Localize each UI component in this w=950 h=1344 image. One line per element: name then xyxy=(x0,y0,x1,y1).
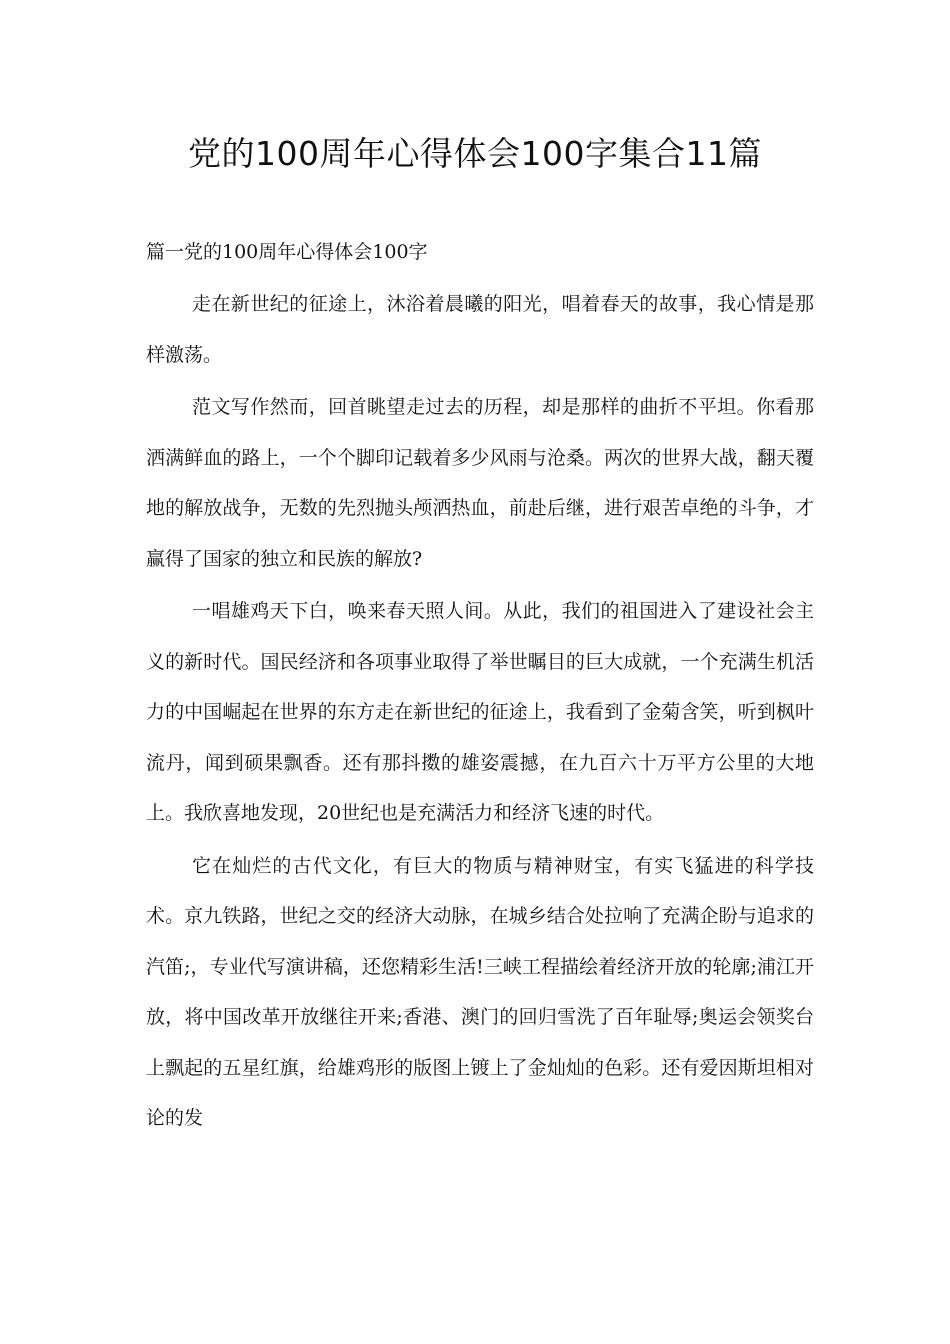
paragraph-1: 走在新世纪的征途上，沐浴着晨曦的阳光，唱着春天的故事，我心情是那样激荡。 xyxy=(146,293,814,366)
section-heading: 篇一党的100周年心得体会100字 xyxy=(146,241,428,263)
paragraph-2: 范文写作然而，回首眺望走过去的历程，却是那样的曲折不平坦。你看那洒满鲜血的路上，一个个脚印记载着多少风雨与沧桑。两次的世界大战，翻天覆地的解放战争，无数的先烈抛头颅洒热血，前赴后继，进行艰苦卓绝的斗争，才赢得了国家的独立和民族的解放? xyxy=(146,396,814,570)
paragraph-3: 一唱雄鸡天下白，唤来春天照人间。从此，我们的祖国进入了建设社会主义的新时代。国民经济和各项事业取得了举世瞩目的巨大成就，一个充满生机活力的中国崛起在世界的东方走在新世纪的征途上，我看到了金菊含笑，听到枫叶流丹，闻到硕果飘香。还有那抖擞的雄姿震撼，在九百六十万平方公里的大地上。我欣喜地发现，20世纪也是充满活力和经济飞速的时代。 xyxy=(146,600,814,824)
document-title: 党的100周年心得体会100字集合11篇 xyxy=(188,134,762,173)
document-body xyxy=(146,279,814,1146)
paragraph-4: 它在灿烂的古代文化，有巨大的物质与精神财宝，有实飞猛进的科学技术。京九铁路，世纪之交的经济大动脉，在城乡结合处拉响了充满企盼与追求的汽笛;，专业代写演讲稿，还您精彩生活!三峡工程描绘着经济开放的轮廓;浦江开放，将中国改革开放继往开来;香港、澳门的回归雪洗了百年耻辱;奥运会领奖台上飘起的五星红旗，给雄鸡形的版图上镀上了金灿灿的色彩。还有爱因斯坦相对论的发 xyxy=(146,854,814,1129)
